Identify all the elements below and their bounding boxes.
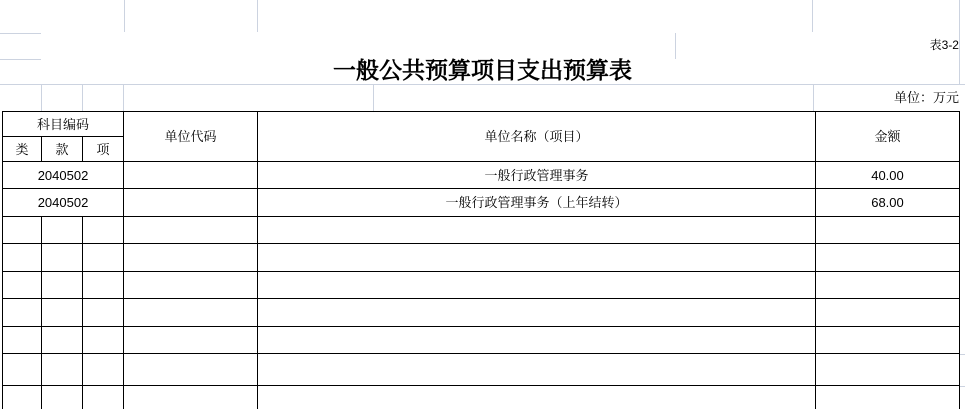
empty-cell[interactable] <box>124 272 258 299</box>
empty-cell[interactable] <box>124 217 258 244</box>
sheet-gridline <box>124 0 125 32</box>
empty-cell[interactable] <box>42 244 83 272</box>
empty-cell[interactable] <box>42 217 83 244</box>
empty-row <box>3 217 960 244</box>
empty-cell[interactable] <box>258 299 816 327</box>
empty-cell[interactable] <box>83 327 124 354</box>
empty-cell[interactable] <box>42 386 83 409</box>
table-row <box>3 162 960 189</box>
cell-subject-code[interactable]: 2040502 <box>3 162 124 189</box>
empty-row <box>3 386 960 409</box>
empty-cell[interactable] <box>816 244 960 272</box>
sheet-gridline <box>123 85 124 111</box>
sheet-gridline <box>813 85 814 111</box>
empty-cell[interactable] <box>83 217 124 244</box>
cell-section-header[interactable]: 款 <box>42 137 83 162</box>
empty-cell[interactable] <box>83 299 124 327</box>
cell-unit-code[interactable] <box>124 189 258 217</box>
empty-cell[interactable] <box>3 299 42 327</box>
empty-cell[interactable] <box>124 244 258 272</box>
sheet-gridline <box>257 0 258 32</box>
empty-cell[interactable] <box>83 244 124 272</box>
budget-table <box>2 111 960 409</box>
cell-amount[interactable]: 68.00 <box>816 189 960 217</box>
empty-row <box>3 244 960 272</box>
cell-project-name[interactable]: 一般行政管理事务（上年结转） <box>258 189 816 217</box>
empty-cell[interactable] <box>124 327 258 354</box>
cell-unit-code[interactable] <box>124 162 258 189</box>
sheet-gridline <box>41 85 42 111</box>
empty-row <box>3 272 960 299</box>
empty-cell[interactable] <box>83 354 124 386</box>
empty-cell[interactable] <box>124 299 258 327</box>
empty-cell[interactable] <box>83 386 124 409</box>
empty-cell[interactable] <box>3 354 42 386</box>
empty-cell[interactable] <box>816 386 960 409</box>
sheet-gridline <box>0 33 41 34</box>
empty-cell[interactable] <box>124 386 258 409</box>
empty-cell[interactable] <box>816 217 960 244</box>
cell-class-header[interactable]: 类 <box>3 137 42 162</box>
table-row <box>3 189 960 217</box>
empty-cell[interactable] <box>258 244 816 272</box>
empty-row <box>3 299 960 327</box>
empty-cell[interactable] <box>3 272 42 299</box>
empty-cell[interactable] <box>816 327 960 354</box>
page-title: 一般公共预算项目支出预算表 <box>333 57 632 83</box>
cell-project-name[interactable]: 一般行政管理事务 <box>258 162 816 189</box>
empty-cell[interactable] <box>816 354 960 386</box>
empty-row <box>3 327 960 354</box>
empty-cell[interactable] <box>3 217 42 244</box>
empty-cell[interactable] <box>42 327 83 354</box>
header-row-1 <box>3 112 960 137</box>
empty-cell[interactable] <box>816 299 960 327</box>
empty-cell[interactable] <box>3 386 42 409</box>
empty-cell[interactable] <box>258 272 816 299</box>
empty-cell[interactable] <box>42 272 83 299</box>
cell-amount[interactable]: 40.00 <box>816 162 960 189</box>
empty-cell[interactable] <box>3 327 42 354</box>
empty-cell[interactable] <box>258 327 816 354</box>
sheet-gridline <box>373 85 374 111</box>
empty-cell[interactable] <box>258 354 816 386</box>
sheet-gridline <box>0 84 965 85</box>
cell-amount-header[interactable]: 金额 <box>816 112 960 162</box>
cell-item-header[interactable]: 项 <box>83 137 124 162</box>
table-number-label: 表3-2 <box>929 38 959 52</box>
sheet-gridline <box>82 85 83 111</box>
empty-cell[interactable] <box>816 272 960 299</box>
empty-cell[interactable] <box>42 354 83 386</box>
empty-cell[interactable] <box>124 354 258 386</box>
cell-subject-code-header[interactable]: 科目编码 <box>3 112 124 137</box>
empty-cell[interactable] <box>3 244 42 272</box>
cell-subject-code[interactable]: 2040502 <box>3 189 124 217</box>
empty-cell[interactable] <box>258 217 816 244</box>
unit-note: 单位：万元 <box>893 90 959 105</box>
empty-cell[interactable] <box>42 299 83 327</box>
sheet-gridline <box>812 0 813 32</box>
empty-row <box>3 354 960 386</box>
empty-cell[interactable] <box>258 386 816 409</box>
cell-unit-code-header[interactable]: 单位代码 <box>124 112 258 162</box>
cell-unit-name-header[interactable]: 单位名称（项目） <box>258 112 816 162</box>
empty-cell[interactable] <box>83 272 124 299</box>
